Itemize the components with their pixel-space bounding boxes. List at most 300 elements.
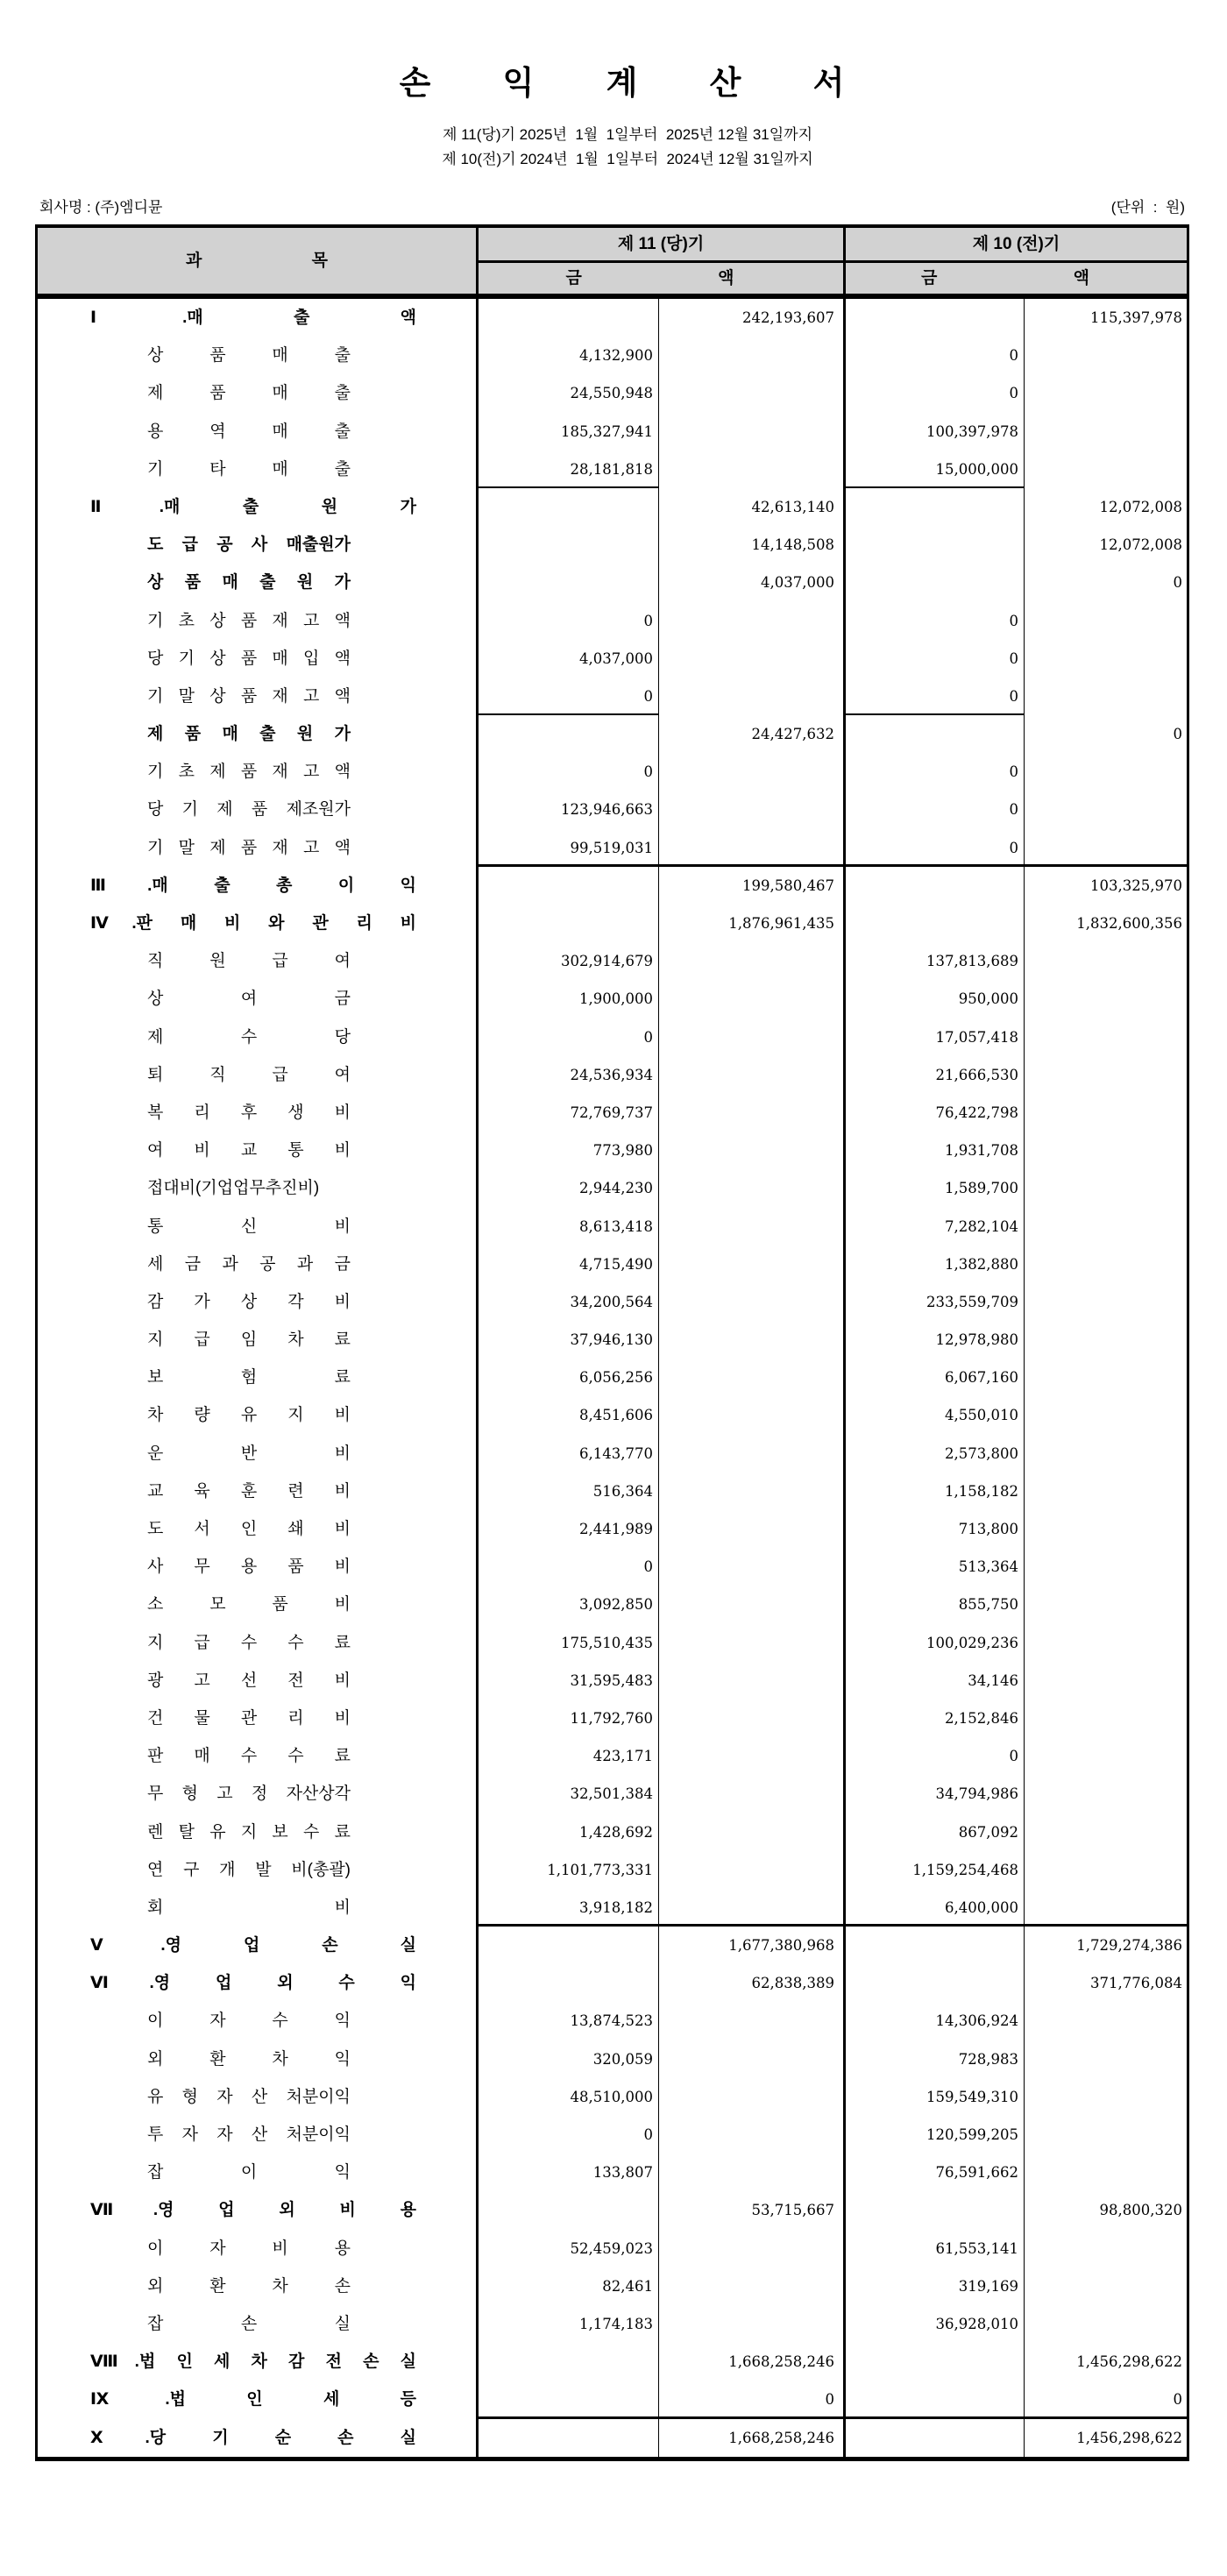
prior-detail-cell: 1,931,708 — [846, 1132, 1025, 1169]
current-total-cell — [659, 678, 846, 715]
account-cell — [38, 1662, 479, 1700]
account-cell — [38, 1473, 479, 1510]
table-row — [38, 1851, 1187, 1889]
account-label: 복 리 후 생 비 — [147, 1103, 351, 1122]
account-label: Ⅵ.영 업 외 수 익 — [90, 1974, 416, 1993]
account-label: Ⅸ.법 인 세 등 — [90, 2390, 416, 2409]
current-total-cell — [659, 1700, 846, 1737]
current-total-cell — [659, 337, 846, 374]
current-detail-cell: 123,946,663 — [479, 791, 659, 828]
current-detail-cell — [479, 299, 659, 337]
current-detail-cell: 31,595,483 — [479, 1662, 659, 1700]
prior-detail-cell: 4,550,010 — [846, 1396, 1025, 1434]
table-row — [38, 1056, 1187, 1094]
account-label: 용 역 매 출 — [147, 422, 351, 441]
account-label: 사 무 용 품 비 — [147, 1558, 351, 1577]
prior-total-cell: 371,776,084 — [1090, 1975, 1182, 1992]
current-detail-cell: 0 — [479, 1548, 659, 1586]
account-label: 제 품 매 출 — [147, 384, 351, 403]
account-label: 당 기 제 품 제조원가 — [147, 800, 351, 820]
current-detail-cell: 24,536,934 — [479, 1056, 659, 1094]
prior-detail-cell — [846, 299, 1025, 337]
current-total-cell — [659, 1737, 846, 1775]
table-row — [38, 942, 1187, 980]
prior-total-cell — [1025, 1775, 1187, 1813]
prior-detail-cell: 1,382,880 — [846, 1245, 1025, 1283]
prior-total-cell — [1025, 1132, 1187, 1169]
current-total-cell — [659, 2267, 846, 2305]
table-row — [38, 2002, 1187, 2040]
account-cell — [38, 1435, 479, 1473]
table-row — [38, 2419, 1187, 2457]
table-row — [38, 488, 1187, 526]
current-total-cell — [659, 2040, 846, 2078]
current-detail-cell — [479, 715, 659, 753]
account-cell — [38, 1283, 479, 1321]
account-cell — [38, 1321, 479, 1359]
account-cell — [38, 2419, 479, 2457]
table-row — [38, 2078, 1187, 2116]
account-label: 지 급 수 수 료 — [147, 1633, 351, 1652]
prior-detail-cell — [846, 867, 1025, 905]
table-row — [38, 1169, 1187, 1207]
account-cell — [38, 867, 479, 905]
prior-detail-cell: 0 — [846, 374, 1025, 412]
account-label: Ⅳ.판 매 비 와 관 리 비 — [90, 914, 416, 933]
table-row — [38, 1018, 1187, 1056]
account-label: 제 수 당 — [147, 1027, 351, 1047]
prior-total-cell — [1025, 1321, 1187, 1359]
prior-total-cell — [1025, 2154, 1187, 2191]
table-row — [38, 1964, 1187, 2002]
current-total-cell: 242,193,607 — [659, 299, 846, 337]
current-period-header: 제 11 (당)기 — [479, 228, 846, 260]
table-row — [38, 374, 1187, 412]
current-detail-cell — [479, 867, 659, 905]
current-total-cell: 1,668,258,246 — [659, 2419, 846, 2457]
account-cell — [38, 791, 479, 828]
account-cell — [38, 1094, 479, 1132]
period-headers — [479, 228, 1187, 294]
account-cell — [38, 2154, 479, 2191]
prior-total-cell — [1025, 829, 1187, 867]
account-cell — [38, 413, 479, 451]
current-total-cell — [659, 1813, 846, 1851]
current-total-cell — [659, 980, 846, 1018]
account-cell — [38, 1396, 479, 1434]
account-label: 잡 손 실 — [147, 2314, 351, 2333]
current-detail-cell: 423,171 — [479, 1737, 659, 1775]
prior-detail-cell: 6,400,000 — [846, 1889, 1025, 1927]
current-total-cell — [659, 1169, 846, 1207]
table-row — [38, 640, 1187, 678]
current-detail-cell: 4,715,490 — [479, 1245, 659, 1283]
account-cell — [38, 337, 479, 374]
current-total-cell — [659, 1396, 846, 1434]
table-row — [38, 905, 1187, 942]
account-cell — [38, 1775, 479, 1813]
current-detail-cell: 2,944,230 — [479, 1169, 659, 1207]
prior-total-cell — [1025, 1396, 1187, 1434]
prior-total-cell: 0 — [1025, 2381, 1187, 2418]
prior-total-cell — [1025, 2267, 1187, 2305]
prior-total-cell — [1025, 1245, 1187, 1283]
prior-detail-cell: 15,000,000 — [846, 451, 1025, 488]
current-total-cell — [659, 1132, 846, 1169]
prior-total-cell — [1025, 1737, 1187, 1775]
prior-detail-cell: 1,159,254,468 — [846, 1851, 1025, 1889]
table-row — [38, 1510, 1187, 1548]
prior-detail-cell: 76,591,662 — [846, 2154, 1025, 2191]
current-detail-cell: 4,037,000 — [479, 640, 659, 678]
account-label: 접대비(기업업무추진비) — [147, 1179, 320, 1198]
prior-total-cell — [1025, 980, 1187, 1018]
account-label: Ⅱ.매 출 원 가 — [90, 497, 416, 516]
current-total-cell: 0 — [659, 2381, 846, 2418]
prior-detail-cell — [846, 905, 1025, 942]
account-label: 투 자 자 산 처분이익 — [147, 2125, 351, 2144]
prior-total-cell — [1025, 413, 1187, 451]
prior-total-cell: 12,072,008 — [1099, 498, 1182, 515]
account-label: 통 신 비 — [147, 1217, 351, 1236]
prior-total-cell: 12,072,008 — [1099, 536, 1182, 554]
current-total-cell — [659, 1662, 846, 1700]
current-total-cell: 1,668,258,246 — [659, 2343, 846, 2381]
current-detail-cell: 1,174,183 — [479, 2305, 659, 2343]
prior-total-cell — [1025, 753, 1187, 791]
prior-detail-cell: 0 — [846, 1737, 1025, 1775]
current-total-cell — [659, 602, 846, 640]
document-title: 손 익 계 산 서 — [399, 65, 846, 101]
account-label: 퇴 직 급 여 — [147, 1065, 351, 1084]
account-label: Ⅲ.매 출 총 이 익 — [90, 876, 416, 895]
current-detail-cell — [479, 905, 659, 942]
prior-total-cell — [1025, 1510, 1187, 1548]
prior-total-cell — [1025, 2040, 1187, 2078]
prior-detail-cell: 513,364 — [846, 1548, 1025, 1586]
account-cell — [38, 829, 479, 867]
prior-detail-cell: 2,152,846 — [846, 1700, 1025, 1737]
account-cell — [38, 1586, 479, 1623]
current-detail-cell: 1,428,692 — [479, 1813, 659, 1851]
current-detail-cell: 28,181,818 — [479, 451, 659, 488]
current-detail-cell: 516,364 — [479, 1473, 659, 1510]
prior-total-cell — [1025, 1359, 1187, 1396]
current-total-cell — [659, 1889, 846, 1927]
prior-detail-cell: 61,553,141 — [846, 2230, 1025, 2267]
account-label: 보 험 료 — [147, 1368, 351, 1387]
current-total-cell — [659, 1473, 846, 1510]
account-cell — [38, 299, 479, 337]
account-cell — [38, 1548, 479, 1586]
account-cell — [38, 753, 479, 791]
account-label: Ⅶ.영 업 외 비 용 — [90, 2201, 416, 2220]
prior-total-cell — [1025, 1548, 1187, 1586]
account-cell — [38, 488, 479, 526]
account-label: 여 비 교 통 비 — [147, 1141, 351, 1160]
table-row — [38, 2230, 1187, 2267]
current-total-cell — [659, 374, 846, 412]
table-row — [38, 337, 1187, 374]
current-total-cell: 53,715,667 — [659, 2191, 846, 2229]
account-cell — [38, 602, 479, 640]
account-label: 상 품 매 출 원 가 — [147, 573, 351, 593]
account-label: Ⅰ.매 출 액 — [90, 309, 416, 327]
prior-detail-cell: 6,067,160 — [846, 1359, 1025, 1396]
prior-detail-cell: 0 — [846, 602, 1025, 640]
current-total-cell — [659, 413, 846, 451]
current-detail-cell: 175,510,435 — [479, 1624, 659, 1662]
table-row — [38, 2040, 1187, 2078]
prior-amount-header: 금 액 — [921, 269, 1089, 287]
table-row — [38, 526, 1187, 564]
table-row — [38, 829, 1187, 867]
account-label: 회 비 — [147, 1898, 351, 1917]
table-row — [38, 299, 1187, 337]
account-cell — [38, 2078, 479, 2116]
current-total-cell — [659, 1321, 846, 1359]
account-label: 차 량 유 지 비 — [147, 1406, 351, 1425]
prior-total-cell: 0 — [1173, 726, 1182, 743]
account-cell — [38, 2002, 479, 2040]
account-label: 당 기 상 품 매 입 액 — [147, 649, 351, 668]
table-row — [38, 2267, 1187, 2305]
account-cell — [38, 1624, 479, 1662]
account-label: 잡 이 익 — [147, 2163, 351, 2182]
account-cell — [38, 1889, 479, 1927]
current-total-cell — [659, 451, 846, 488]
prior-detail-cell: 0 — [846, 640, 1025, 678]
account-label: 기 초 상 품 재 고 액 — [147, 611, 351, 630]
prior-total-cell: 0 — [1173, 574, 1182, 592]
prior-detail-cell: 7,282,104 — [846, 1208, 1025, 1245]
account-cell — [38, 374, 479, 412]
prior-detail-cell — [846, 488, 1025, 526]
account-label: 외 환 차 익 — [147, 2049, 351, 2069]
prior-detail-cell: 0 — [846, 678, 1025, 715]
account-cell — [38, 1737, 479, 1775]
current-detail-cell — [479, 1964, 659, 2002]
current-total-cell — [659, 942, 846, 980]
prior-total-cell — [1025, 374, 1187, 412]
table-row — [38, 1283, 1187, 1321]
current-detail-cell: 11,792,760 — [479, 1700, 659, 1737]
table-row — [38, 1396, 1187, 1434]
prior-total-cell — [1025, 1056, 1187, 1094]
table-row — [38, 1624, 1187, 1662]
prior-detail-cell: 855,750 — [846, 1586, 1025, 1623]
current-detail-cell — [479, 2381, 659, 2418]
prior-total-cell: 1,456,298,622 — [1076, 2429, 1182, 2446]
account-cell — [38, 1813, 479, 1851]
unit-label: (단위 : 원) — [1110, 199, 1185, 216]
prior-detail-cell: 14,306,924 — [846, 2002, 1025, 2040]
table-row — [38, 2191, 1187, 2229]
account-cell — [38, 2381, 479, 2418]
current-total-cell: 24,427,632 — [659, 715, 846, 753]
account-label: 연 구 개 발 비(총괄) — [147, 1860, 351, 1879]
table-row — [38, 1813, 1187, 1851]
account-cell — [38, 1964, 479, 2002]
current-total-cell — [659, 1624, 846, 1662]
prior-total-cell — [1025, 1094, 1187, 1132]
table-row — [38, 678, 1187, 715]
prior-detail-cell — [846, 564, 1025, 601]
account-label: 도 급 공 사 매출원가 — [147, 536, 351, 555]
current-total-cell — [659, 2154, 846, 2191]
prior-detail-cell: 12,978,980 — [846, 1321, 1025, 1359]
prior-detail-cell: 867,092 — [846, 1813, 1025, 1851]
table-row — [38, 1094, 1187, 1132]
table-row — [38, 1208, 1187, 1245]
prior-detail-cell: 319,169 — [846, 2267, 1025, 2305]
account-label: 유 형 자 산 처분이익 — [147, 2087, 351, 2106]
account-label: 무 형 고 정 자산상각 — [147, 1785, 351, 1804]
prior-detail-cell: 728,983 — [846, 2040, 1025, 2078]
current-total-cell — [659, 791, 846, 828]
period-header-row — [479, 228, 1187, 263]
current-detail-cell: 3,918,182 — [479, 1889, 659, 1927]
current-total-cell — [659, 1851, 846, 1889]
account-cell — [38, 905, 479, 942]
account-label: Ⅴ.영 업 손 실 — [90, 1936, 416, 1955]
account-label: 도 서 인 쇄 비 — [147, 1520, 351, 1538]
current-detail-cell — [479, 488, 659, 526]
current-total-cell — [659, 1775, 846, 1813]
prior-detail-cell — [846, 715, 1025, 753]
prior-detail-cell — [846, 1964, 1025, 2002]
current-detail-cell: 1,101,773,331 — [479, 1851, 659, 1889]
account-label: 상 품 매 출 — [147, 346, 351, 365]
table-row — [38, 2154, 1187, 2191]
account-cell — [38, 526, 479, 564]
table-row — [38, 2343, 1187, 2381]
account-label: 기 타 매 출 — [147, 459, 351, 479]
current-total-cell — [659, 1359, 846, 1396]
prior-total-cell — [1025, 451, 1187, 488]
prior-total-cell — [1025, 1018, 1187, 1056]
current-detail-cell: 82,461 — [479, 2267, 659, 2305]
prior-total-cell — [1025, 337, 1187, 374]
table-row — [38, 867, 1187, 905]
current-total-cell — [659, 1245, 846, 1283]
prior-detail-cell: 21,666,530 — [846, 1056, 1025, 1094]
account-label: 기 말 상 품 재 고 액 — [147, 686, 351, 706]
table-row — [38, 602, 1187, 640]
prior-detail-cell — [846, 2191, 1025, 2229]
account-label: 기 초 제 품 재 고 액 — [147, 763, 351, 782]
account-cell — [38, 1169, 479, 1207]
account-cell — [38, 715, 479, 753]
prior-total-cell — [1025, 2230, 1187, 2267]
current-amount-header: 금 액 — [479, 263, 846, 294]
account-cell — [38, 1700, 479, 1737]
account-label: 세 금 과 공 과 금 — [147, 1254, 351, 1274]
current-detail-cell: 773,980 — [479, 1132, 659, 1169]
account-label: 운 반 비 — [147, 1444, 351, 1463]
current-detail-cell: 2,441,989 — [479, 1510, 659, 1548]
current-total-cell — [659, 2078, 846, 2116]
current-detail-cell — [479, 526, 659, 564]
prior-detail-cell: 159,549,310 — [846, 2078, 1025, 2116]
table-row — [38, 1548, 1187, 1586]
prior-total-cell — [1025, 1208, 1187, 1245]
account-label: 이 자 비 용 — [147, 2239, 351, 2258]
prior-detail-cell — [846, 2419, 1025, 2457]
prior-total-cell — [1025, 942, 1187, 980]
account-cell — [38, 1208, 479, 1245]
prior-detail-cell: 17,057,418 — [846, 1018, 1025, 1056]
account-label: 기 말 제 품 재 고 액 — [147, 838, 351, 857]
table-row — [38, 2305, 1187, 2343]
table-body — [38, 299, 1187, 2457]
table-row — [38, 2381, 1187, 2418]
current-detail-cell: 302,914,679 — [479, 942, 659, 980]
current-total-cell — [659, 2116, 846, 2154]
account-label: 렌 탈 유 지 보 수 료 — [147, 1822, 351, 1842]
current-detail-cell: 34,200,564 — [479, 1283, 659, 1321]
account-header-cell: 과 목 — [38, 228, 479, 294]
account-label: 판 매 수 수 료 — [147, 1747, 351, 1766]
table-row — [38, 564, 1187, 601]
prior-detail-cell: 1,158,182 — [846, 1473, 1025, 1510]
table-row — [38, 2116, 1187, 2154]
prior-total-cell — [1025, 1889, 1187, 1927]
prior-detail-cell: 100,029,236 — [846, 1624, 1025, 1662]
prior-total-cell: 98,800,320 — [1099, 2202, 1182, 2219]
current-total-cell: 1,677,380,968 — [659, 1927, 846, 1964]
account-cell — [38, 640, 479, 678]
prior-detail-cell: 120,599,205 — [846, 2116, 1025, 2154]
account-cell — [38, 1056, 479, 1094]
prior-detail-cell: 233,559,709 — [846, 1283, 1025, 1321]
account-label: 제 품 매 출 원 가 — [147, 725, 351, 744]
prior-total-cell — [1025, 602, 1187, 640]
prior-detail-cell: 0 — [846, 829, 1025, 867]
prior-detail-cell: 76,422,798 — [846, 1094, 1025, 1132]
table-header — [38, 228, 1187, 299]
current-detail-cell — [479, 564, 659, 601]
current-detail-cell: 8,613,418 — [479, 1208, 659, 1245]
table-row — [38, 1662, 1187, 1700]
prior-detail-cell: 137,813,689 — [846, 942, 1025, 980]
current-detail-cell: 4,132,900 — [479, 337, 659, 374]
prior-total-cell — [1025, 678, 1187, 715]
table-row — [38, 1321, 1187, 1359]
table-row — [38, 1927, 1187, 1964]
account-label: 소 모 품 비 — [147, 1595, 351, 1614]
account-label: Ⅹ.당 기 순 손 실 — [90, 2428, 416, 2447]
current-detail-cell: 37,946,130 — [479, 1321, 659, 1359]
prior-total-cell — [1025, 1624, 1187, 1662]
current-detail-cell: 0 — [479, 2116, 659, 2154]
prior-total-cell — [1025, 1700, 1187, 1737]
prior-detail-cell — [846, 2343, 1025, 2381]
prior-total-cell — [1025, 1473, 1187, 1510]
current-total-cell: 1,876,961,435 — [659, 905, 846, 942]
current-total-cell: 62,838,389 — [659, 1964, 846, 2002]
prior-detail-cell: 950,000 — [846, 980, 1025, 1018]
prior-total-cell — [1025, 1662, 1187, 1700]
period-line-current: 제 11(당)기 2025년 1월 1일부터 2025년 12월 31일까지 — [442, 126, 813, 143]
current-detail-cell: 0 — [479, 753, 659, 791]
account-cell — [38, 2267, 479, 2305]
current-detail-cell: 185,327,941 — [479, 413, 659, 451]
current-detail-cell: 52,459,023 — [479, 2230, 659, 2267]
prior-detail-cell: 100,397,978 — [846, 413, 1025, 451]
account-label: 이 자 수 익 — [147, 2012, 351, 2031]
current-detail-cell: 8,451,606 — [479, 1396, 659, 1434]
